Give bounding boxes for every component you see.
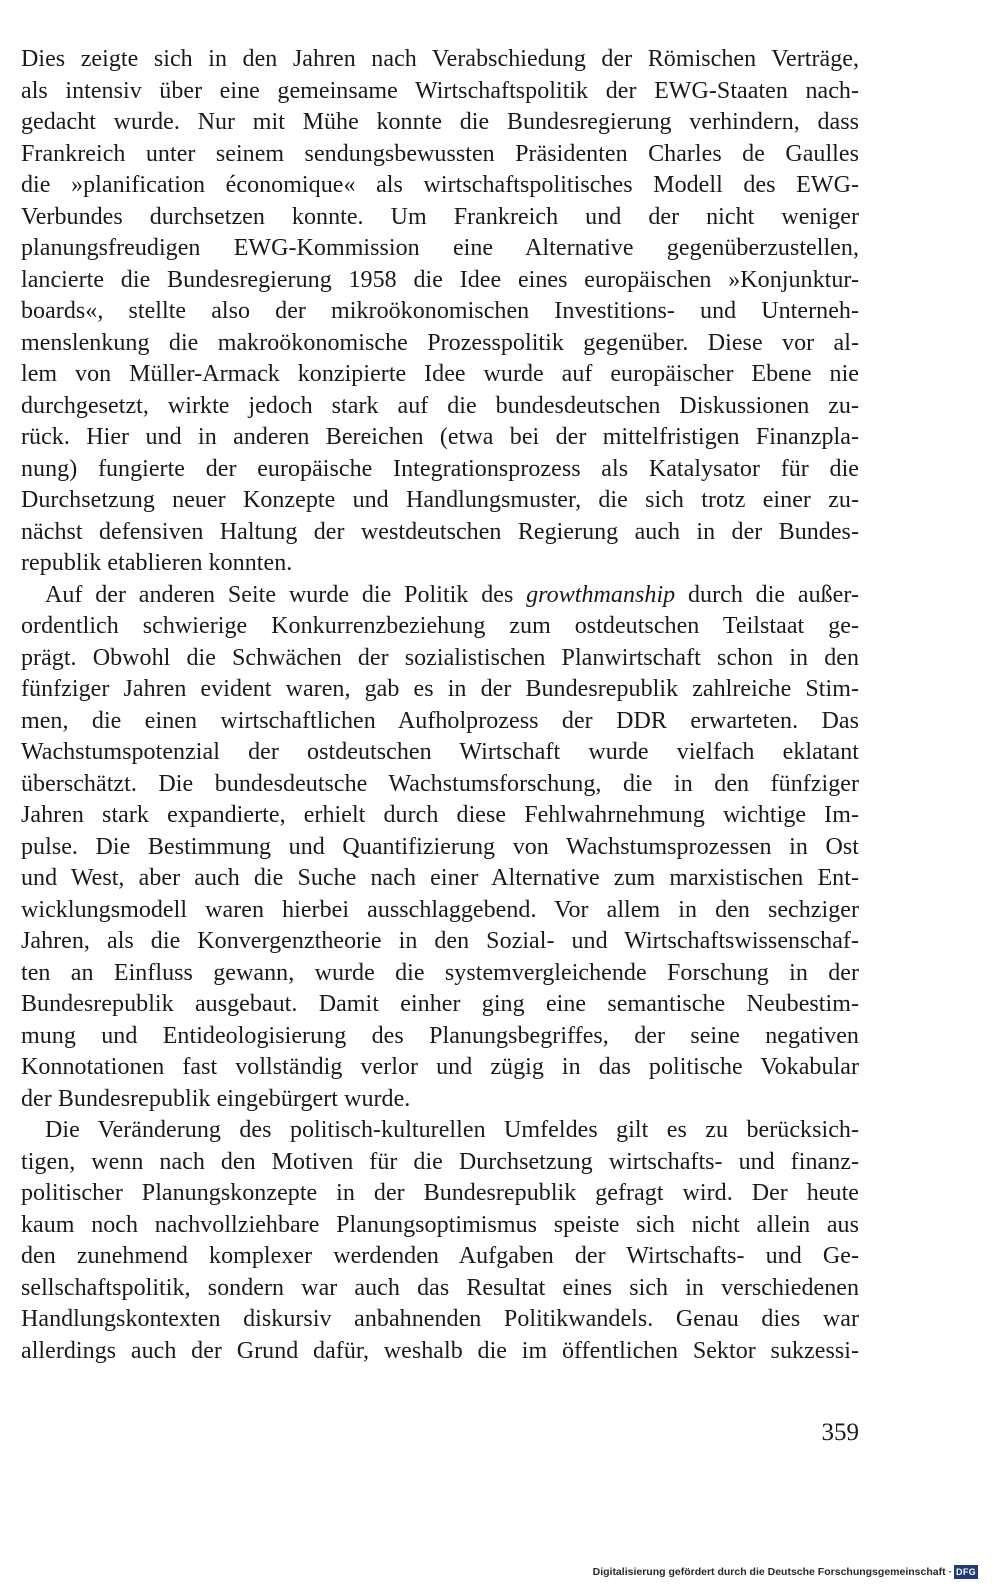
text-line: Wachstumspotenzial der ostdeutschen Wirtschaft wurde vielfach eklatant bbox=[21, 739, 859, 765]
text-line: politischer Planungskonzepte in der Bundesrepublik gefragt wird. Der heute bbox=[21, 1180, 859, 1206]
text-line: der Bundesrepublik eingebürgert wurde. bbox=[21, 1085, 411, 1112]
text-line: Konnotationen fast vollständig verlor und zügig in das politische Vokabular bbox=[21, 1054, 859, 1080]
body-text bbox=[21, 44, 859, 1367]
text-line: Dies zeigte sich in den Jahren nach Verabschiedung der Römischen Verträge, bbox=[21, 46, 859, 72]
text-segment: Auf der anderen Seite wurde die Politik des bbox=[45, 581, 527, 608]
text-line: Handlungskontexten diskursiv anbahnenden Politikwandels. Genau dies war bbox=[21, 1306, 859, 1332]
text-line: fünfziger Jahren evident waren, gab es in der Bundesrepublik zahlreiche Stim- bbox=[21, 676, 859, 702]
text-line: men, die einen wirtschaftlichen Aufholprozess der DDR erwarteten. Das bbox=[21, 707, 859, 734]
text-line: nung) fungierte der europäische Integrationsprozess als Katalysator für die bbox=[21, 455, 859, 482]
text-line: mung und Entideologisierung des Planungsbegriffes, der seine negativen bbox=[21, 1022, 859, 1049]
text-segment: durch die außer- bbox=[675, 581, 859, 608]
text-line: lancierte die Bundesregierung 1958 die Idee eines europäischen »Konjunktur- bbox=[21, 266, 859, 293]
italic-term: growthmanship bbox=[526, 581, 676, 608]
text-line: nächst defensiven Haltung der westdeutschen Regierung auch in der Bundes- bbox=[21, 518, 859, 545]
text-line: pulse. Die Bestimmung und Quantifizierung von Wachstumsprozessen in Ost bbox=[21, 833, 859, 860]
text-line: durchgesetzt, wirkte jedoch stark auf die bundesdeutschen Diskussionen zu- bbox=[21, 392, 859, 419]
text-line: lem von Müller-Armack konzipierte Idee wurde auf europäischer Ebene nie bbox=[21, 361, 859, 387]
text-line: menslenkung die makroökonomische Prozesspolitik gegenüber. Diese vor al- bbox=[21, 329, 859, 356]
text-line: als intensiv über eine gemeinsame Wirtschaftspolitik der EWG-Staaten nach- bbox=[21, 77, 859, 104]
text-line: Die Veränderung des politisch-kulturellen Umfeldes gilt es zu berücksich- bbox=[45, 1117, 859, 1143]
text-line: Bundesrepublik ausgebaut. Damit einher ging eine semantische Neubestim- bbox=[21, 991, 859, 1017]
text-line: Jahren stark expandierte, erhielt durch diese Fehlwahrnehmung wichtige Im- bbox=[21, 802, 859, 828]
text-line: prägt. Obwohl die Schwächen der sozialistischen Planwirtschaft schon in den bbox=[21, 644, 859, 671]
text-line: planungsfreudigen EWG-Kommission eine Alternative gegenüberzustellen, bbox=[21, 235, 859, 261]
text-line: den zunehmend komplexer werdenden Aufgaben der Wirtschafts- und Ge- bbox=[21, 1243, 859, 1269]
text-line: die »planification économique« als wirtschaftspolitisches Modell des EWG- bbox=[21, 172, 859, 198]
text-line: sellschaftspolitik, sondern war auch das Resultat eines sich in verschiedenen bbox=[21, 1274, 859, 1301]
text-line: Jahren, als die Konvergenztheorie in den Sozial- und Wirtschaftswissenschaf- bbox=[21, 928, 859, 954]
text-line: und West, aber auch die Suche nach einer Alternative zum marxistischen Ent- bbox=[21, 865, 859, 891]
page-number: 359 bbox=[821, 1419, 859, 1446]
text-line: allerdings auch der Grund dafür, weshalb die im öffentlichen Sektor sukzessi- bbox=[21, 1337, 859, 1364]
text-line: ten an Einfluss gewann, wurde die systemvergleichende Forschung in der bbox=[21, 959, 859, 986]
text-line: rück. Hier und in anderen Bereichen (etwa bei der mittelfristigen Finanzpla- bbox=[21, 424, 859, 450]
text-line: gedacht wurde. Nur mit Mühe konnte die Bundesregierung verhindern, dass bbox=[21, 109, 859, 135]
text-line: Frankreich unter seinem sendungsbewussten Präsidenten Charles de Gaulles bbox=[21, 140, 859, 167]
digitization-credit: Digitalisierung gefördert durch die Deutsche Forschungsgemeinschaft · bbox=[592, 1566, 952, 1578]
text-line: kaum noch nachvollziehbare Planungsoptimismus speiste sich nicht allein aus bbox=[21, 1211, 859, 1238]
dfg-logo: DFG bbox=[954, 1565, 978, 1579]
text-line: überschätzt. Die bundesdeutsche Wachstumsforschung, die in den fünfziger bbox=[21, 770, 859, 797]
text-line: Durchsetzung neuer Konzepte und Handlungsmuster, die sich trotz einer zu- bbox=[21, 487, 859, 513]
text-line: republik etablieren konnten. bbox=[21, 550, 293, 576]
text-line bbox=[21, 580, 859, 612]
text-line: wicklungsmodell waren hierbei ausschlaggebend. Vor allem in den sechziger bbox=[21, 896, 859, 923]
text-line: Verbundes durchsetzen konnte. Um Frankreich und der nicht weniger bbox=[21, 203, 859, 230]
text-line: boards«, stellte also der mikroökonomischen Investitions- und Unterneh- bbox=[21, 298, 859, 324]
text-line: ordentlich schwierige Konkurrenzbeziehung zum ostdeutschen Teilstaat ge- bbox=[21, 613, 859, 639]
text-line: tigen, wenn nach den Motiven für die Durchsetzung wirtschafts- und finanz- bbox=[21, 1148, 859, 1175]
